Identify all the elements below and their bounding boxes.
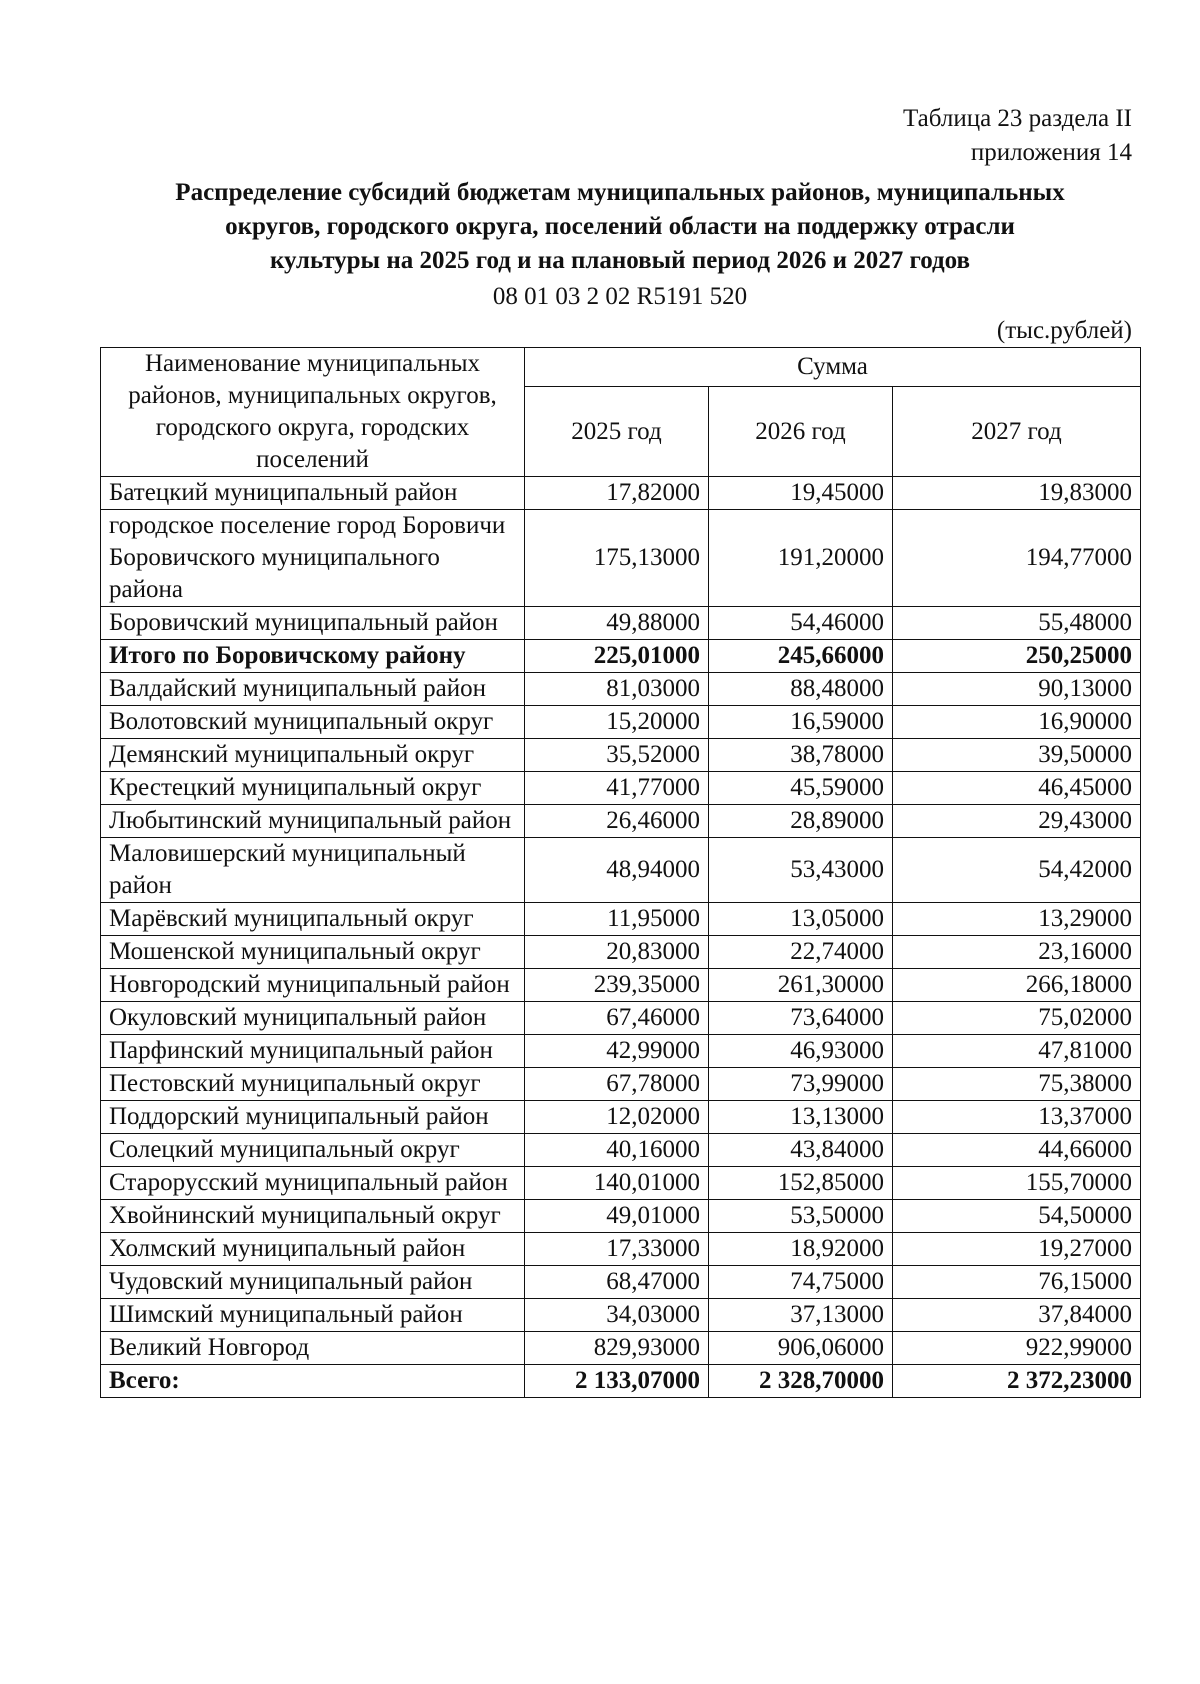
row-name: Поддорский муниципальный район bbox=[101, 1101, 525, 1134]
row-name: Мошенской муниципальный округ bbox=[101, 936, 525, 969]
value-2026: 53,43000 bbox=[709, 838, 893, 903]
row-name: Пестовский муниципальный округ bbox=[101, 1068, 525, 1101]
value-2026: 245,66000 bbox=[709, 640, 893, 673]
table-row bbox=[101, 1101, 1141, 1134]
value-2026: 19,45000 bbox=[709, 477, 893, 510]
value-2025: 40,16000 bbox=[525, 1134, 709, 1167]
value-2026: 261,30000 bbox=[709, 969, 893, 1002]
value-2027: 16,90000 bbox=[893, 706, 1141, 739]
table-row bbox=[101, 510, 1141, 607]
value-2027: 46,45000 bbox=[893, 772, 1141, 805]
row-name: Хвойнинский муниципальный округ bbox=[101, 1200, 525, 1233]
table-row bbox=[101, 673, 1141, 706]
value-2026: 73,64000 bbox=[709, 1002, 893, 1035]
value-2026: 54,46000 bbox=[709, 607, 893, 640]
value-2025: 17,33000 bbox=[525, 1233, 709, 1266]
value-2026: 46,93000 bbox=[709, 1035, 893, 1068]
value-2025: 829,93000 bbox=[525, 1332, 709, 1365]
table-row bbox=[101, 1299, 1141, 1332]
row-name: Холмский муниципальный район bbox=[101, 1233, 525, 1266]
row-name: Парфинский муниципальный район bbox=[101, 1035, 525, 1068]
row-name: Шимский муниципальный район bbox=[101, 1299, 525, 1332]
table-reference bbox=[903, 102, 1132, 170]
value-2027: 29,43000 bbox=[893, 805, 1141, 838]
value-2027: 194,77000 bbox=[893, 510, 1141, 607]
row-name: Новгородский муниципальный район bbox=[101, 969, 525, 1002]
subsidy-table bbox=[100, 347, 1141, 1398]
value-2025: 49,01000 bbox=[525, 1200, 709, 1233]
value-2027: 47,81000 bbox=[893, 1035, 1141, 1068]
table-row bbox=[101, 1167, 1141, 1200]
row-name: Старорусский муниципальный район bbox=[101, 1167, 525, 1200]
header-year-2027: 2027 год bbox=[893, 387, 1141, 477]
value-2026: 2 328,70000 bbox=[709, 1365, 893, 1398]
table-body bbox=[101, 477, 1141, 1398]
value-2025: 67,78000 bbox=[525, 1068, 709, 1101]
row-name: Маловишерский муниципальный район bbox=[101, 838, 525, 903]
value-2027: 54,42000 bbox=[893, 838, 1141, 903]
value-2027: 2 372,23000 bbox=[893, 1365, 1141, 1398]
table-row bbox=[101, 1134, 1141, 1167]
value-2026: 906,06000 bbox=[709, 1332, 893, 1365]
total-row bbox=[101, 1365, 1141, 1398]
value-2027: 76,15000 bbox=[893, 1266, 1141, 1299]
table-row bbox=[101, 838, 1141, 903]
value-2025: 239,35000 bbox=[525, 969, 709, 1002]
total-row bbox=[101, 640, 1141, 673]
budget-code: 08 01 03 2 02 R5191 520 bbox=[492, 283, 748, 310]
value-2026: 38,78000 bbox=[709, 739, 893, 772]
table-row bbox=[101, 706, 1141, 739]
table-row bbox=[101, 1233, 1141, 1266]
table-row bbox=[101, 1035, 1141, 1068]
value-2027: 13,29000 bbox=[893, 903, 1141, 936]
value-2025: 20,83000 bbox=[525, 936, 709, 969]
row-name: Волотовский муниципальный округ bbox=[101, 706, 525, 739]
value-2027: 922,99000 bbox=[893, 1332, 1141, 1365]
value-2026: 88,48000 bbox=[709, 673, 893, 706]
value-2025: 67,46000 bbox=[525, 1002, 709, 1035]
value-2027: 90,13000 bbox=[893, 673, 1141, 706]
table-row bbox=[101, 1002, 1141, 1035]
value-2025: 26,46000 bbox=[525, 805, 709, 838]
value-2026: 74,75000 bbox=[709, 1266, 893, 1299]
value-2027: 155,70000 bbox=[893, 1167, 1141, 1200]
title-line-3: культуры на 2025 год и на плановый период 2026 и 2027 годов bbox=[269, 247, 971, 274]
header-year-2025: 2025 год bbox=[525, 387, 709, 477]
value-2025: 15,20000 bbox=[525, 706, 709, 739]
value-2025: 35,52000 bbox=[525, 739, 709, 772]
title-line-2: округов, городского округа, поселений области на поддержку отрасли bbox=[225, 213, 1015, 240]
table-row bbox=[101, 1332, 1141, 1365]
value-2026: 53,50000 bbox=[709, 1200, 893, 1233]
value-2025: 42,99000 bbox=[525, 1035, 709, 1068]
row-name: Боровичский муниципальный район bbox=[101, 607, 525, 640]
table-row bbox=[101, 739, 1141, 772]
header-row bbox=[101, 348, 1141, 387]
value-2026: 13,05000 bbox=[709, 903, 893, 936]
value-2027: 37,84000 bbox=[893, 1299, 1141, 1332]
row-name: городское поселение город Боровичи Боровичского муниципального района bbox=[101, 510, 525, 607]
value-2026: 13,13000 bbox=[709, 1101, 893, 1134]
row-name: Всего: bbox=[101, 1365, 525, 1398]
table-row bbox=[101, 805, 1141, 838]
value-2027: 250,25000 bbox=[893, 640, 1141, 673]
value-2026: 45,59000 bbox=[709, 772, 893, 805]
table-row bbox=[101, 936, 1141, 969]
value-2025: 49,88000 bbox=[525, 607, 709, 640]
value-2025: 81,03000 bbox=[525, 673, 709, 706]
value-2025: 225,01000 bbox=[525, 640, 709, 673]
value-2025: 175,13000 bbox=[525, 510, 709, 607]
value-2027: 54,50000 bbox=[893, 1200, 1141, 1233]
value-2026: 22,74000 bbox=[709, 936, 893, 969]
appendix-number: приложения 14 bbox=[970, 139, 1132, 166]
row-name: Итого по Боровичскому району bbox=[101, 640, 525, 673]
row-name: Демянский муниципальный округ bbox=[101, 739, 525, 772]
value-2026: 73,99000 bbox=[709, 1068, 893, 1101]
header-sum: Сумма bbox=[525, 348, 1141, 387]
value-2027: 75,02000 bbox=[893, 1002, 1141, 1035]
document-title bbox=[100, 176, 1140, 278]
value-2026: 18,92000 bbox=[709, 1233, 893, 1266]
value-2026: 152,85000 bbox=[709, 1167, 893, 1200]
value-2027: 19,27000 bbox=[893, 1233, 1141, 1266]
row-name: Великий Новгород bbox=[101, 1332, 525, 1365]
value-2026: 16,59000 bbox=[709, 706, 893, 739]
value-2026: 191,20000 bbox=[709, 510, 893, 607]
table-number: Таблица 23 раздела II bbox=[903, 105, 1132, 132]
value-2025: 34,03000 bbox=[525, 1299, 709, 1332]
value-2025: 140,01000 bbox=[525, 1167, 709, 1200]
table-row bbox=[101, 903, 1141, 936]
value-2026: 37,13000 bbox=[709, 1299, 893, 1332]
value-2025: 41,77000 bbox=[525, 772, 709, 805]
table-row bbox=[101, 969, 1141, 1002]
units-label: (тыс.рублей) bbox=[996, 317, 1132, 344]
value-2027: 55,48000 bbox=[893, 607, 1141, 640]
row-name: Чудовский муниципальный район bbox=[101, 1266, 525, 1299]
value-2026: 43,84000 bbox=[709, 1134, 893, 1167]
row-name: Солецкий муниципальный округ bbox=[101, 1134, 525, 1167]
value-2027: 39,50000 bbox=[893, 739, 1141, 772]
row-name: Батецкий муниципальный район bbox=[101, 477, 525, 510]
value-2025: 12,02000 bbox=[525, 1101, 709, 1134]
value-2025: 68,47000 bbox=[525, 1266, 709, 1299]
table-row bbox=[101, 772, 1141, 805]
value-2025: 48,94000 bbox=[525, 838, 709, 903]
table-row bbox=[101, 1266, 1141, 1299]
value-2027: 19,83000 bbox=[893, 477, 1141, 510]
row-name: Любытинский муниципальный район bbox=[101, 805, 525, 838]
table-row bbox=[101, 607, 1141, 640]
row-name: Валдайский муниципальный район bbox=[101, 673, 525, 706]
value-2027: 44,66000 bbox=[893, 1134, 1141, 1167]
value-2027: 75,38000 bbox=[893, 1068, 1141, 1101]
table-row bbox=[101, 1068, 1141, 1101]
value-2026: 28,89000 bbox=[709, 805, 893, 838]
value-2025: 17,82000 bbox=[525, 477, 709, 510]
value-2025: 2 133,07000 bbox=[525, 1365, 709, 1398]
value-2027: 266,18000 bbox=[893, 969, 1141, 1002]
table-row bbox=[101, 477, 1141, 510]
value-2027: 13,37000 bbox=[893, 1101, 1141, 1134]
row-name: Крестецкий муниципальный округ bbox=[101, 772, 525, 805]
row-name: Окуловский муниципальный район bbox=[101, 1002, 525, 1035]
header-name-column: Наименование муниципальных районов, муниципальных округов, городского округа, городских поселений bbox=[101, 348, 525, 477]
header-year-2026: 2026 год bbox=[709, 387, 893, 477]
value-2025: 11,95000 bbox=[525, 903, 709, 936]
value-2027: 23,16000 bbox=[893, 936, 1141, 969]
table-row bbox=[101, 1200, 1141, 1233]
row-name: Марёвский муниципальный округ bbox=[101, 903, 525, 936]
title-line-1: Распределение субсидий бюджетам муниципальных районов, муниципальных bbox=[175, 179, 1065, 206]
